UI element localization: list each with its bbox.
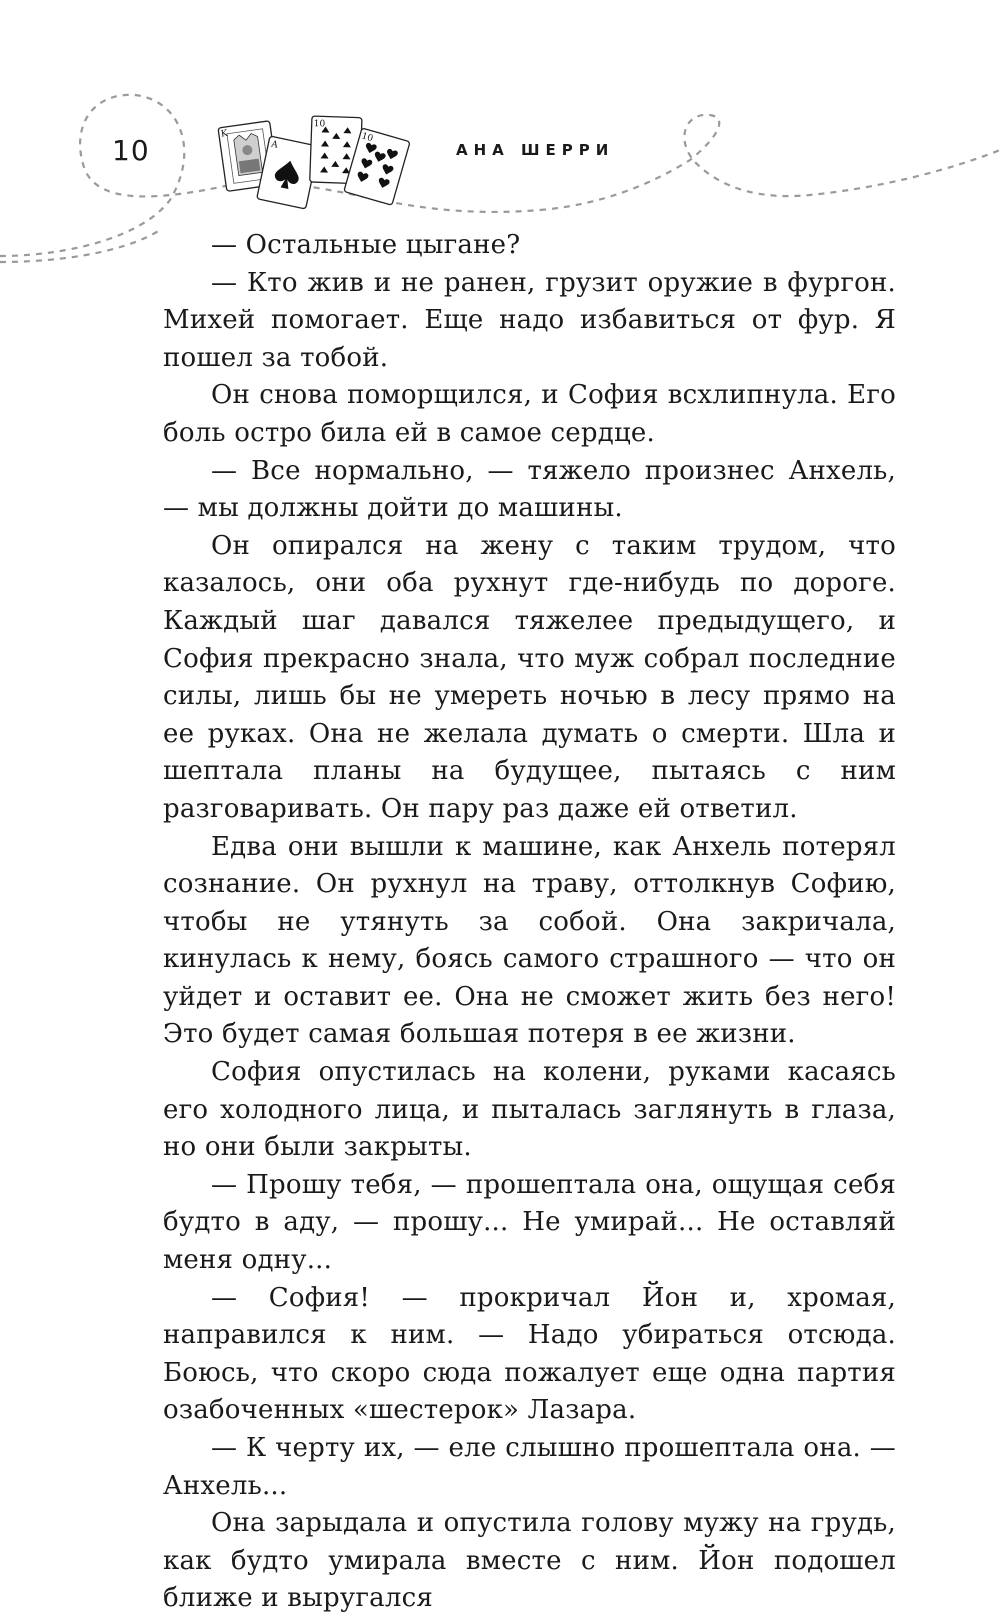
svg-text:K: K: [220, 128, 229, 140]
paragraph: Он снова поморщился, и София всхлипнула. Его боль остро била ей в самое сердце.: [163, 380, 896, 448]
page-number: 10: [112, 134, 150, 167]
paragraph: — Остальные цыгане?: [211, 230, 521, 260]
svg-text:A: A: [270, 139, 279, 151]
body-text: [163, 227, 896, 1618]
paragraph: — Все нормально, — тяжело произнес Анхель, — мы должны дойти до машины.: [163, 455, 896, 524]
paragraph: — София! — прокричал Йон и, хромая, направился к ним. — Надо убираться отсюда. Боюсь, что скоро сюда пожалует еще одна партия озабоченных «шестерок» Лазара.: [163, 1282, 896, 1426]
paragraph: — Кто жив и не ранен, грузит оружие в фургон. Михей помогает. Еще надо избавиться от фур. Я пошел за тобой.: [163, 267, 896, 373]
paragraph: Он опирался на жену с таким трудом, что казалось, они оба рухнут где-нибудь по дороге. Каждый шаг давался тяжелее предыдущего, и София прекрасно знала, что муж собрал последние силы, лишь бы не умереть ночью в лесу прямо на ее руках. Она не желала думать о смерти. Шла и шептала планы на будущее, пытаясь с ним разговаривать. Он пару раз даже ей ответил.: [163, 530, 896, 824]
svg-text:10: 10: [360, 131, 375, 145]
svg-text:10: 10: [313, 119, 326, 130]
paragraph: Едва они вышли к машине, как Анхель потерял сознание. Он рухнул на траву, оттолкнув Софию, чтобы не утянуть за собой. Она закричала, кинулась к нему, боясь самого страшного — что он уйдет и оставит ее. Она не сможет жить без него! Это будет самая большая потеря в ее жизни.: [163, 831, 896, 1050]
paragraph: — К черту их, — еле слышно прошептала она. — Анхель...: [163, 1433, 896, 1501]
running-head-author: АНА ШЕРРИ: [456, 141, 615, 159]
paragraph: — Прошу тебя, — прошептала она, ощущая себя будто в аду, — прошу... Не умирай... Не оставляй меня одну...: [163, 1169, 896, 1276]
paragraph: София опустилась на колени, руками касаясь его холодного лица, и пыталась заглянуть в глаза, но они были закрыты.: [163, 1057, 896, 1163]
playing-cards-illustration: [218, 116, 410, 209]
paragraph: Она зарыдала и опустила голову мужу на грудь, как будто умирала вместе с ним. Йон подошел ближе и выругался: [163, 1508, 896, 1614]
